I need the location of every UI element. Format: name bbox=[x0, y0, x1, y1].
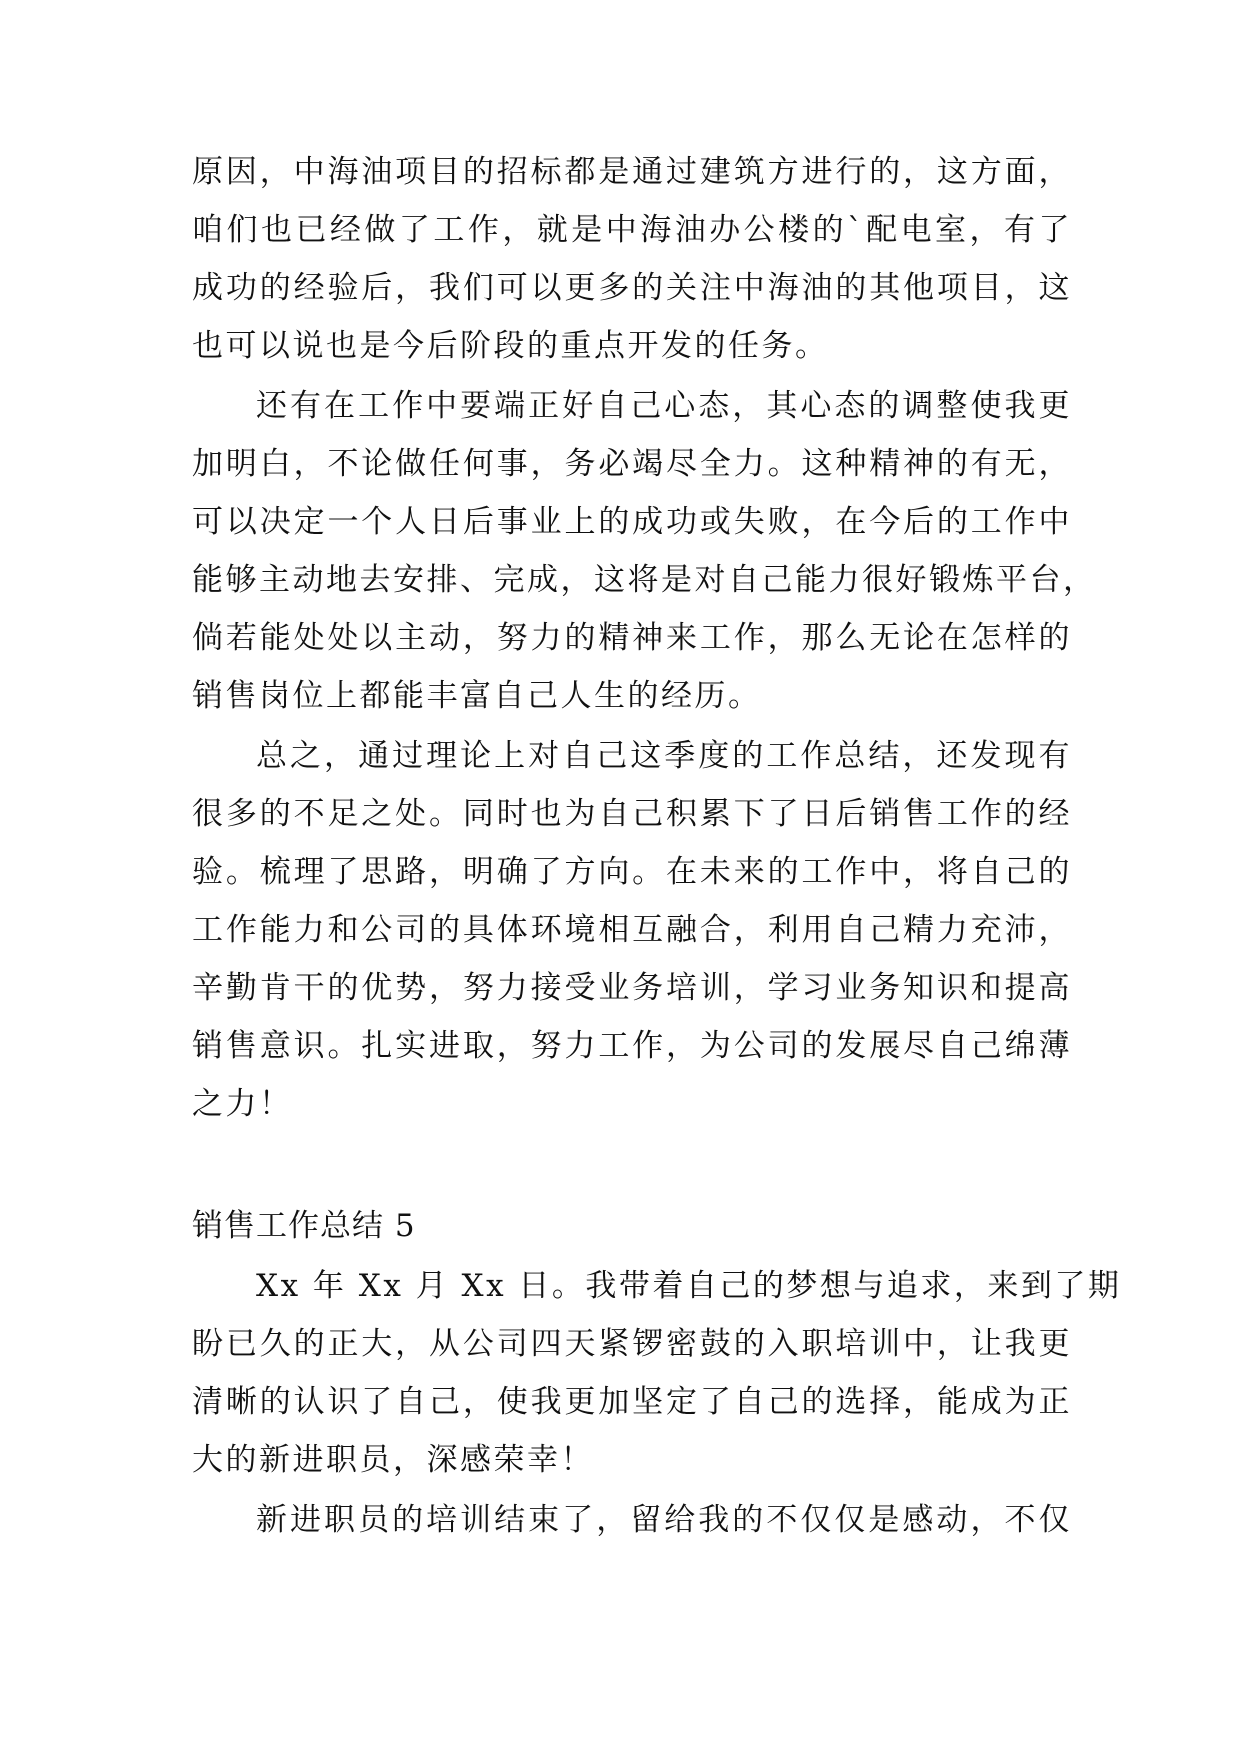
paragraph-3-line-2: 很多的不足之处。同时也为自己积累下了日后销售工作的经 bbox=[192, 796, 1072, 832]
paragraph-4-line-3: 清晰的认识了自己，使我更加坚定了自己的选择，能成为正 bbox=[192, 1384, 1072, 1420]
paragraph-3-line-6: 销售意识。扎实进取，努力工作，为公司的发展尽自己绵薄 bbox=[192, 1028, 1072, 1064]
paragraph-3-line-5: 辛勤肯干的优势，努力接受业务培训，学习业务知识和提高 bbox=[192, 970, 1072, 1006]
paragraph-3-line-7: 之力！ bbox=[192, 1086, 293, 1122]
paragraph-2-line-2: 加明白，不论做任何事，务必竭尽全力。这种精神的有无， bbox=[192, 446, 1072, 482]
paragraph-3-line-1: 总之，通过理论上对自己这季度的工作总结，还发现有 bbox=[256, 738, 1072, 774]
paragraph-2-line-5: 倘若能处处以主动，努力的精神来工作，那么无论在怎样的 bbox=[192, 620, 1072, 656]
paragraph-1-line-3: 成功的经验后，我们可以更多的关注中海油的其他项目，这 bbox=[192, 270, 1072, 306]
paragraph-4-line-4: 大的新进职员，深感荣幸！ bbox=[192, 1442, 594, 1478]
paragraph-3-line-4: 工作能力和公司的具体环境相互融合，利用自己精力充沛， bbox=[192, 912, 1072, 948]
section-heading: 销售工作总结 5 bbox=[192, 1208, 416, 1244]
paragraph-5-line-1: 新进职员的培训结束了，留给我的不仅仅是感动，不仅 bbox=[256, 1502, 1072, 1538]
paragraph-4-line-2: 盼已久的正大，从公司四天紧锣密鼓的入职培训中，让我更 bbox=[192, 1326, 1072, 1362]
paragraph-2-line-1: 还有在工作中要端正好自己心态，其心态的调整使我更 bbox=[256, 388, 1072, 424]
paragraph-3-line-3: 验。梳理了思路，明确了方向。在未来的工作中，将自己的 bbox=[192, 854, 1072, 890]
paragraph-1-line-1: 原因，中海油项目的招标都是通过建筑方进行的，这方面， bbox=[192, 154, 1072, 190]
paragraph-2-line-3: 可以决定一个人日后事业上的成功或失败，在今后的工作中 bbox=[192, 504, 1072, 540]
paragraph-1-line-2: 咱们也已经做了工作，就是中海油办公楼的`配电室，有了 bbox=[192, 212, 1072, 248]
paragraph-4-line-1: Xx 年 Xx 月 Xx 日。我带着自己的梦想与追求，来到了期 bbox=[256, 1268, 1122, 1304]
paragraph-2-line-6: 销售岗位上都能丰富自己人生的经历。 bbox=[192, 678, 762, 714]
paragraph-1-line-4: 也可以说也是今后阶段的重点开发的任务。 bbox=[192, 328, 829, 364]
paragraph-2-line-4: 能够主动地去安排、完成，这将是对自己能力很好锻炼平台， bbox=[192, 562, 1097, 598]
